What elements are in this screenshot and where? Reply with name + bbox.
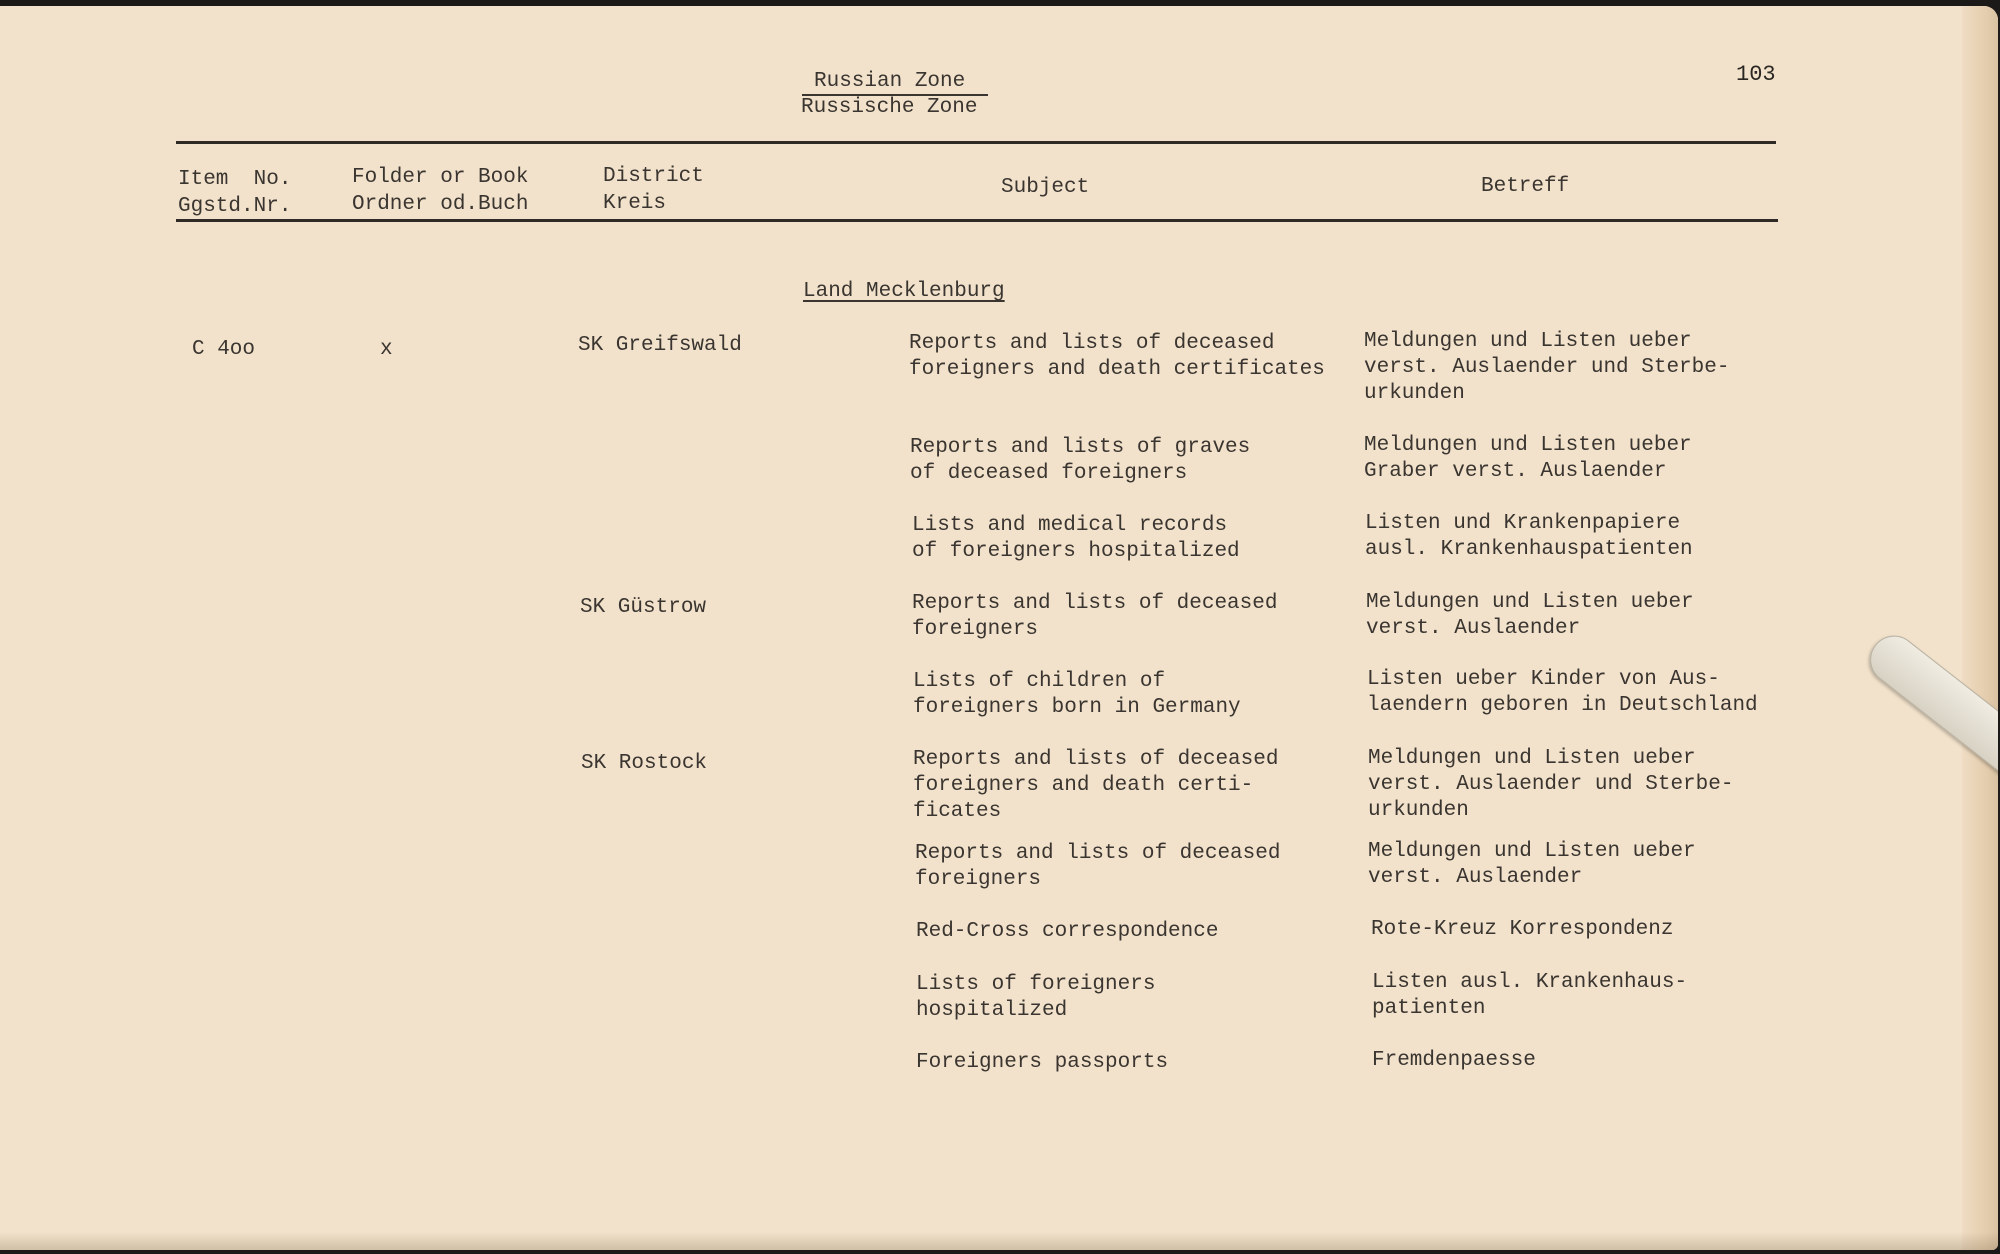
entry-betreff: Listen ueber Kinder von Aus- laendern geboren in Deutschland [1367, 668, 1758, 717]
district-label: SK Rostock [581, 752, 708, 775]
header-folder: Folder or Book Ordner od.Buch [352, 166, 529, 216]
zone-title-en: Russian Zone [814, 70, 966, 93]
header-item-no: Item No. Ggstd.Nr. [178, 168, 292, 218]
entry-betreff: Meldungen und Listen ueber verst. Auslaender und Sterbe- urkunden [1368, 747, 1734, 822]
entry-betreff: Meldungen und Listen ueber verst. Auslaender [1366, 591, 1694, 640]
entry-subject: Lists of children of foreigners born in Germany [913, 670, 1241, 719]
entry-subject: Reports and lists of deceased foreigners and death certificates [909, 332, 1325, 381]
entry-subject: Reports and lists of graves of deceased foreigners [910, 436, 1251, 485]
entry-betreff: Meldungen und Listen ueber verst. Auslaender und Sterbe- urkunden [1364, 330, 1730, 405]
entry-subject: Reports and lists of deceased foreigners [915, 842, 1281, 891]
header-top-rule [176, 141, 1776, 144]
header-betreff: Betreff [1481, 175, 1570, 198]
document-page [0, 6, 1998, 1250]
district-label: SK Greifswald [578, 334, 742, 357]
entry-betreff: Listen und Krankenpapiere ausl. Krankenhauspatienten [1365, 512, 1693, 561]
header-bottom-rule [176, 219, 1778, 222]
header-subject: Subject [1001, 176, 1090, 199]
entry-subject: Lists and medical records of foreigners hospitalized [912, 514, 1240, 563]
section-title: Land Mecklenburg [803, 280, 1005, 303]
page-bottom-shadow [0, 1232, 1998, 1250]
district-label: SK Güstrow [580, 596, 707, 619]
item-number: C 4oo [192, 338, 256, 361]
zone-title-de: Russische Zone [801, 96, 978, 119]
entry-subject: Red-Cross correspondence [916, 920, 1219, 943]
entry-subject: Reports and lists of deceased foreigners [912, 592, 1278, 641]
entry-subject: Foreigners passports [916, 1051, 1169, 1074]
entry-betreff: Listen ausl. Krankenhaus- patienten [1372, 971, 1688, 1020]
header-district: District Kreis [603, 165, 704, 215]
entry-betreff: Fremdenpaesse [1372, 1049, 1536, 1072]
page-number: 103 [1736, 62, 1776, 87]
entry-betreff: Meldungen und Listen ueber verst. Auslaender [1368, 840, 1696, 889]
entry-subject: Lists of foreigners hospitalized [916, 973, 1156, 1022]
entry-subject: Reports and lists of deceased foreigners and death certi- ficates [913, 748, 1279, 823]
folder-mark: x [380, 338, 393, 361]
entry-betreff: Rote-Kreuz Korrespondenz [1371, 918, 1674, 941]
entry-betreff: Meldungen und Listen ueber Graber verst. Auslaender [1364, 434, 1692, 483]
page-edge [1962, 6, 1998, 1250]
